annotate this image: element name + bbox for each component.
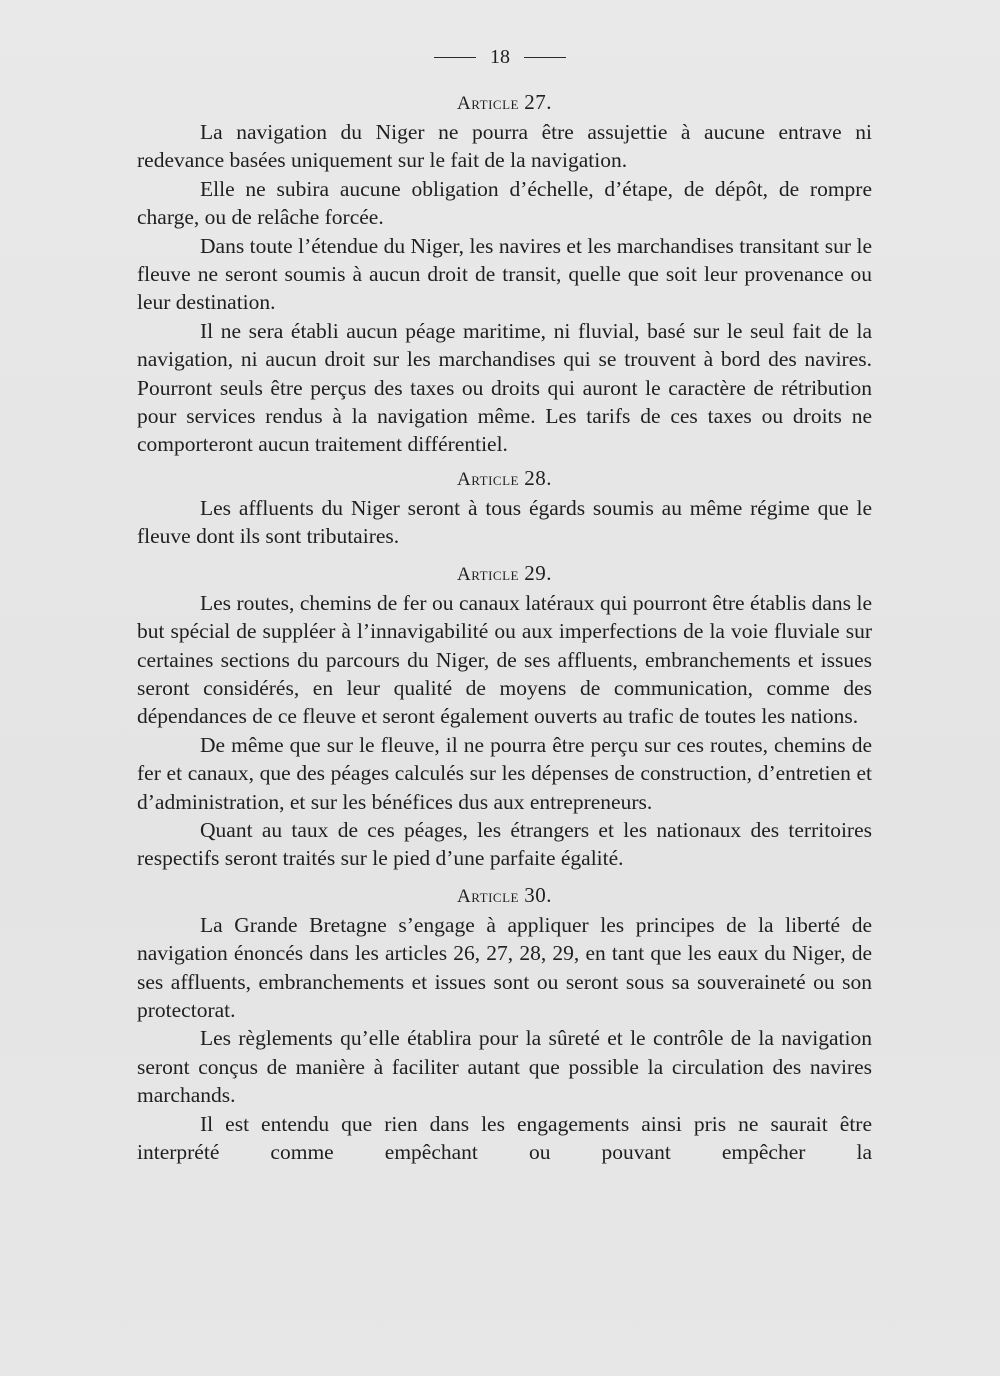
paragraph: De même que sur le fleuve, il ne pourra être perçu sur ces routes, chemins de fer et canaux, que des péages calculés sur les dépenses de construction, d’entretien et d’administration, et sur les bénéfices dus aux entrepreneurs. [137,732,872,814]
paragraph: Les règlements qu’elle établira pour la sûreté et le contrôle de la navigation seront conçus de manière à faciliter autant que possible la circulation des navires marchands. [137,1026,872,1108]
paragraph: Il est entendu que rien dans les engagements ainsi pris ne saurait être interprété comme empêchant ou pouvant empêcher la [137,1111,872,1164]
page-number-value: 18 [490,46,510,68]
paragraph: Les routes, chemins de fer ou canaux latéraux qui pourront être établis dans le but spécial de suppléer à l’innavigabilité ou aux imperfections de la voie fluviale sur certaines sections du parcours du Niger, de ses affluents, embranchements et issues seront considérés, en leur qualité de moyens de communication, comme des dépendances de ce fleuve et seront également ouverts au trafic de toutes les nations. [137,590,872,729]
article-heading [137,88,872,118]
paragraph: Les affluents du Niger seront à tous égards soumis au même régime que le fleuve dont ils sont tributaires. [137,495,872,549]
article-label: Article [457,563,519,585]
paragraph: Quant au taux de ces péages, les étrangers et les nationaux des territoires respectifs seront traités sur le pied d’une parfaite égalité. [137,817,872,871]
page-number-dash-right [524,57,566,58]
article-number: 30. [524,882,552,907]
article-27 [137,88,872,459]
paragraph: La navigation du Niger ne pourra être assujettie à aucune entrave ni redevance basées uniquement sur le fait de la navigation. [137,120,872,173]
paragraph: La Grande Bretagne s’engage à appliquer les principes de la liberté de navigation énoncés dans les articles 26, 27, 28, 29, en tant que les eaux du Niger, de ses affluents, embranchements et issues sont ou seront sous sa souveraineté ou son protectorat. [137,912,872,1022]
paragraph: Dans toute l’étendue du Niger, les navires et les marchandises transitant sur le fleuve ne seront soumis à aucun droit de transit, quelle que soit leur provenance ou leur destination. [137,233,872,315]
article-29 [137,559,872,873]
article-number: 27. [524,90,552,114]
article-label: Article [457,885,519,907]
document-body [137,88,872,1166]
article-label: Article [457,93,519,114]
article-label: Article [457,468,519,490]
page-number-dash-left [434,57,476,58]
page-number [0,46,1000,69]
paragraph: Il ne sera établi aucun péage maritime, ni fluvial, basé sur le seul fait de la navigation, ni aucun droit sur les marchandises qui se trouvent à bord des navires. Pourront seuls être perçus des taxes ou droits qui auront le caractère de rétribution pour services rendus à la navigation même. Les tarifs de ces taxes ou droits ne comporteront aucun traitement différentiel. [137,318,872,457]
article-heading [137,881,872,911]
article-28 [137,464,872,551]
article-heading [137,559,872,589]
article-heading [137,464,872,494]
article-number: 28. [524,465,552,490]
paragraph: Elle ne subira aucune obligation d’échelle, d’étape, de dépôt, de rompre charge, ou de relâche forcée. [137,176,872,230]
article-number: 29. [524,560,552,585]
article-30 [137,881,872,1167]
